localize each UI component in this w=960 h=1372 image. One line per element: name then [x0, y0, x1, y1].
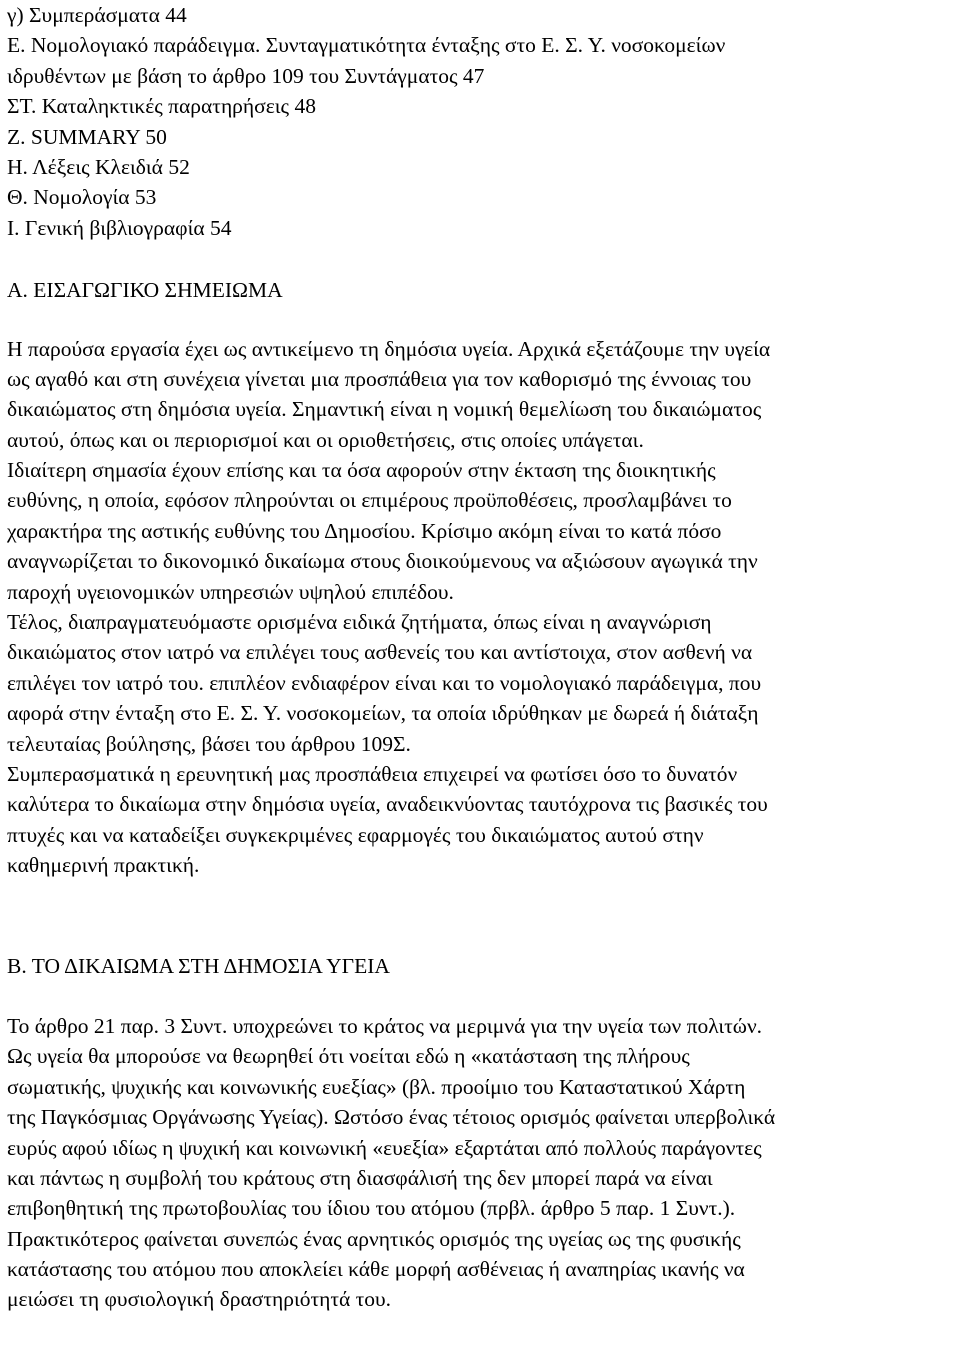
body-line: αυτού, όπως και οι περιορισμοί και οι οριοθετήσεις, στις οποίες υπάγεται. [7, 427, 644, 452]
body-line: τελευταίας βούλησης, βάσει του άρθρου 109Σ. [7, 731, 411, 756]
body-line: κατάστασης του ατόμου που αποκλείει κάθε μορφή ασθένειας ή αναπηρίας ικανής να [7, 1257, 745, 1282]
body-line: αφορά στην ένταξη στο Ε. Σ. Υ. νοσοκομείων, τα οποία ιδρύθηκαν με δωρεά ή διάταξη [7, 701, 759, 726]
body-line: πτυχές και να καταδείξει συγκεκριμένες εφαρμογές του δικαιώματος αυτού στην [7, 822, 704, 847]
body-line: μειώσει τη φυσιολογική δραστηριότητά του. [7, 1287, 392, 1312]
section-b-heading: Β. ΤΟ ΔΙΚΑΙΩΜΑ ΣΤΗ ΔΗΜΟΣΙΑ ΥΓΕΙΑ [7, 953, 390, 978]
body-line: παροχή υγειονομικών υπηρεσιών υψηλού επιπέδου. [7, 579, 454, 604]
body-line: αναγνωρίζεται το δικονομικό δικαίωμα στους διοικούμενους να αξιώσουν αγωγικά την [7, 549, 758, 574]
body-line: ως αγαθό και στη συνέχεια γίνεται μια προσπάθεια για τον καθορισμό της έννοιας του [7, 366, 752, 391]
toc-item: Ε. Νομολογιακό παράδειγμα. Συνταγματικότητα ένταξης στο Ε. Σ. Υ. νοσοκομείων [7, 33, 726, 58]
toc-item: Η. Λέξεις Κλειδιά 52 [7, 154, 190, 179]
body-line: Ως υγεία θα μπορούσε να θεωρηθεί ότι νοείται εδώ η «κατάσταση της πλήρους [7, 1044, 690, 1069]
toc-item: ιδρυθέντων με βάση το άρθρο 109 του Συντάγματος 47 [7, 63, 485, 88]
toc-item: Ζ. SUMMARY 50 [7, 124, 167, 149]
section-a-heading: Α. ΕΙΣΑΓΩΓΙΚΟ ΣΗΜΕΙΩΜΑ [7, 278, 283, 303]
toc-item: γ) Συμπεράσματα 44 [7, 3, 187, 27]
body-line: Πρακτικότερος φαίνεται συνεπώς ένας αρνητικός ορισμός της υγείας ως της φυσικής [7, 1226, 741, 1251]
body-line: και πάντως η συμβολή του κράτους στη διασφάλισή της δεν μπορεί παρά να είναι [7, 1165, 713, 1190]
body-line: επιβοηθητική της πρωτοβουλίας του ίδιου του ατόμου (πρβλ. άρθρο 5 παρ. 1 Συντ.). [7, 1196, 736, 1221]
table-of-contents [7, 0, 955, 243]
body-line: χαρακτήρα της αστικής ευθύνης του Δημοσίου. Κρίσιμο ακόμη είναι το κατά πόσο [7, 518, 722, 543]
body-line: της Παγκόσμιας Οργάνωσης Υγείας). Ωστόσο ένας τέτοιος ορισμός φαίνεται υπερβολικά [7, 1105, 776, 1130]
body-line: επιλέγει τον ιατρό του. επιπλέον ενδιαφέρον είναι και το νομολογιακό παράδειγμα, που [7, 670, 762, 695]
section-b-body [7, 1011, 955, 1315]
body-line: Το άρθρο 21 παρ. 3 Συντ. υποχρεώνει το κράτος να μεριμνά για την υγεία των πολιτών. [7, 1013, 763, 1038]
toc-item: Ι. Γενική βιβλιογραφία 54 [7, 215, 232, 240]
body-line: καλύτερα το δικαίωμα στην δημόσια υγεία, αναδεικνύοντας ταυτόχρονα τις βασικές του [7, 792, 768, 817]
body-line: ευθύνης, η οποία, εφόσον πληρούνται οι επιμέρους προϋποθέσεις, προσλαμβάνει το [7, 488, 732, 513]
body-line: Η παρούσα εργασία έχει ως αντικείμενο τη δημόσια υγεία. Αρχικά εξετάζουμε την υγεία [7, 336, 771, 361]
body-line: δικαιώματος στη δημόσια υγεία. Σημαντική είναι η νομική θεμελίωση του δικαιώματος [7, 397, 762, 422]
body-line: καθημερινή πρακτική. [7, 853, 200, 878]
toc-item: ΣΤ. Καταληκτικές παρατηρήσεις 48 [7, 94, 316, 119]
body-line: σωματικής, ψυχικής και κοινωνικής ευεξίας» (βλ. προοίμιο του Καταστατικού Χάρτη [7, 1074, 746, 1099]
body-line: Συμπερασματικά η ερευνητική μας προσπάθεια επιχειρεί να φωτίσει όσο το δυνατόν [7, 761, 738, 786]
body-line: Τέλος, διαπραγματευόμαστε ορισμένα ειδικά ζητήματα, όπως είναι η αναγνώριση [7, 610, 712, 635]
toc-item: Θ. Νομολογία 53 [7, 185, 157, 210]
section-a-body [7, 334, 955, 881]
body-line: ευρύς αφού ιδίως η ψυχική και κοινωνική «ευεξία» εξαρτάται από πολλούς παράγοντες [7, 1135, 762, 1160]
body-line: Ιδιαίτερη σημασία έχουν επίσης και τα όσα αφορούν στην έκταση της διοικητικής [7, 458, 716, 483]
document-page [7, 0, 955, 1315]
body-line: δικαιώματος στον ιατρό να επιλέγει τους ασθενείς του και αντίστοιχα, στον ασθενή να [7, 640, 753, 665]
